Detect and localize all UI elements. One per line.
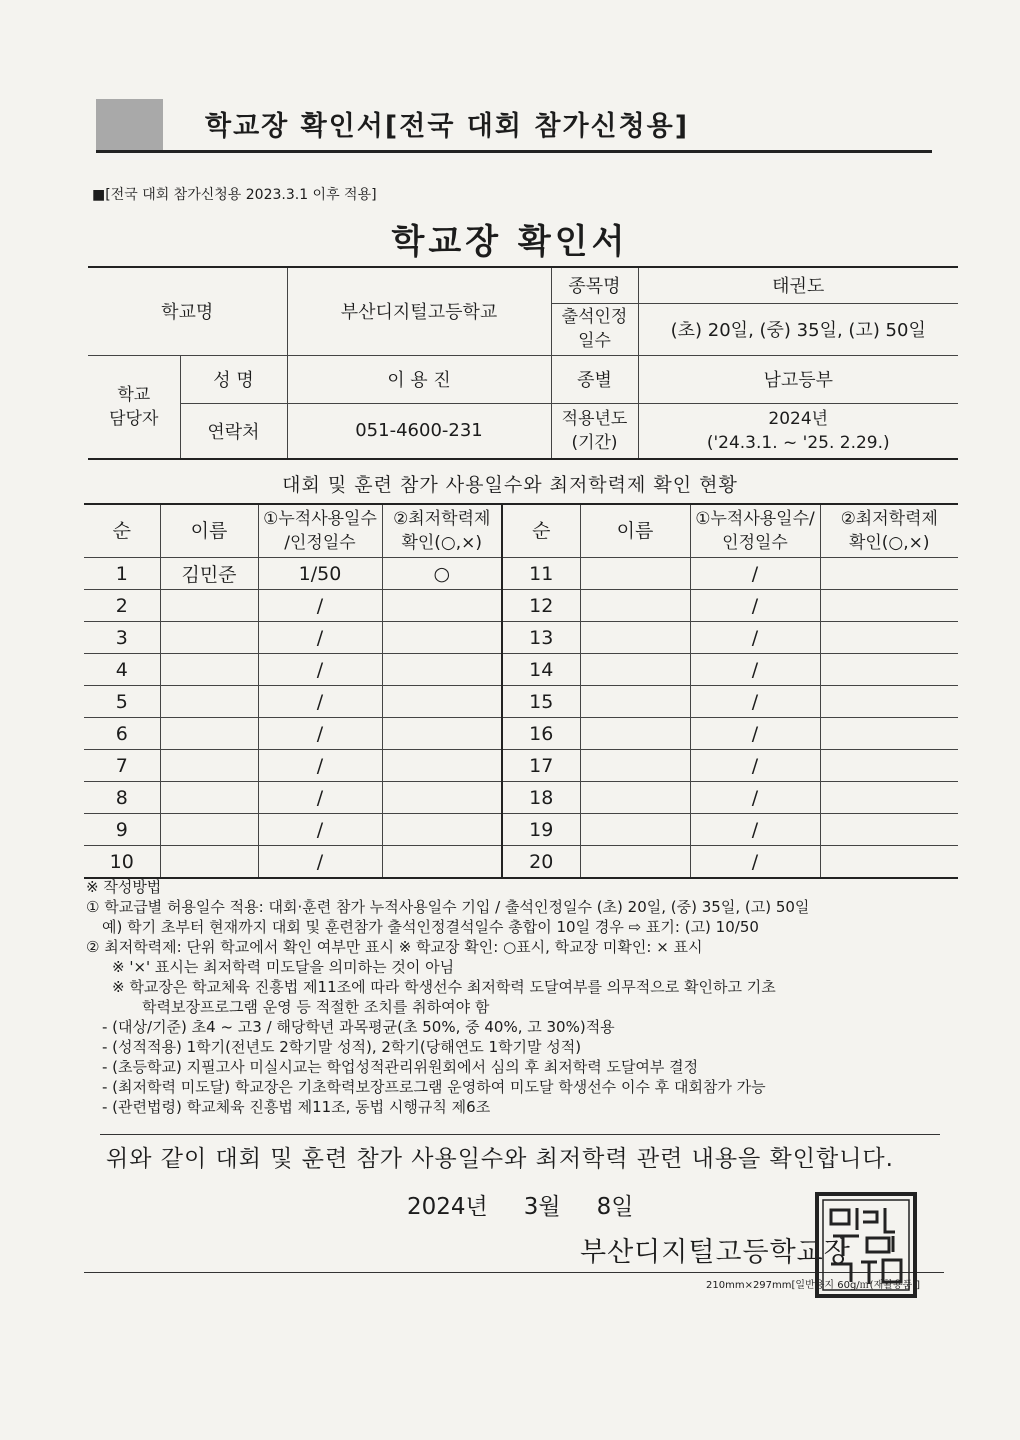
table-row — [84, 782, 958, 814]
name-label: 성 명 — [180, 355, 287, 403]
detail-4: - (최저학력 미도달) 학교장은 기초학력보장프로그램 운영하여 미도달 학생선수 이수 후 대회참가 가능 — [102, 1078, 766, 1096]
header-days-left-line2: /인정일수 — [284, 533, 356, 553]
check-cell-left — [382, 718, 502, 750]
check-cell-left — [382, 654, 502, 686]
days-cell-left: / — [258, 718, 382, 750]
student-name-right — [580, 558, 690, 590]
note-1-example: 예) 학기 초부터 현재까지 대회 및 훈련참가 출석인정결석일수 총합이 10일 경우 ⇨ 표기: (고) 10/50 — [102, 918, 759, 936]
row-number-right: 20 — [502, 846, 580, 879]
header-check-left-line2: 확인(○,×) — [401, 533, 483, 553]
check-cell-left — [382, 782, 502, 814]
student-name-left — [160, 686, 258, 718]
check-cell-left — [382, 590, 502, 622]
row-number-left: 8 — [84, 782, 160, 814]
row-number-right: 18 — [502, 782, 580, 814]
days-cell-left: 1/50 — [258, 558, 382, 590]
days-cell-right: / — [690, 558, 820, 590]
category-value: 남고등부 — [638, 355, 958, 403]
table-row — [84, 718, 958, 750]
row-number-left: 1 — [84, 558, 160, 590]
year-value-line1: 2024년 — [768, 408, 829, 429]
event-value: 태권도 — [638, 267, 958, 303]
student-name-right — [580, 750, 690, 782]
header-check-left — [382, 504, 502, 558]
days-cell-right: / — [690, 782, 820, 814]
confirm-statement: 위와 같이 대회 및 훈련 참가 사용일수와 최저학력 관련 내용을 확인합니다. — [106, 1146, 894, 1172]
days-cell-left: / — [258, 622, 382, 654]
note-1: ① 학교급별 허용일수 적용: 대회·훈련 참가 누적사용일수 기입 / 출석인정일수 (초) 20일, (중) 35일, (고) 50일 — [86, 898, 810, 916]
event-label: 종목명 — [551, 267, 638, 303]
check-cell-left — [382, 814, 502, 846]
days-cell-left: / — [258, 750, 382, 782]
table-row — [84, 814, 958, 846]
header-gray-block — [96, 99, 163, 153]
date-year: 2024년 — [407, 1194, 488, 1220]
days-cell-left: / — [258, 814, 382, 846]
notes-rule — [100, 1134, 940, 1135]
paper-size-note: 210mm×297mm[일반용지 60g/㎡(재활용품)] — [706, 1280, 921, 1291]
check-cell-right — [820, 814, 958, 846]
date-month: 3월 — [523, 1194, 561, 1220]
principal-signature-line: 부산디지털고등학교장 — [580, 1237, 851, 1268]
student-name-right — [580, 590, 690, 622]
contact-value: 051-4600-231 — [287, 403, 551, 459]
days-cell-left: / — [258, 654, 382, 686]
header-days-left-line1: ①누적사용일수 — [263, 509, 377, 529]
row-number-left: 3 — [84, 622, 160, 654]
header-check-right — [820, 504, 958, 558]
row-number-right: 13 — [502, 622, 580, 654]
student-name-left — [160, 622, 258, 654]
scope-note: ■[전국 대회 참가신청용 2023.3.1 이후 적용] — [92, 187, 377, 203]
student-name-right — [580, 686, 690, 718]
status-title: 대회 및 훈련 참가 사용일수와 최저학력제 확인 현황 — [282, 474, 738, 496]
check-cell-right — [820, 846, 958, 879]
info-table — [88, 266, 958, 460]
days-cell-right: / — [690, 846, 820, 879]
detail-3: - (초등학교) 지필고사 미실시교는 학업성적관리위원회에서 심의 후 최저학력 도달여부 결정 — [102, 1058, 699, 1076]
year-label-line2: (기간) — [571, 432, 618, 453]
header-days-right — [690, 504, 820, 558]
row-number-left: 9 — [84, 814, 160, 846]
category-label: 종별 — [551, 355, 638, 403]
row-number-right: 19 — [502, 814, 580, 846]
header-order-right: 순 — [502, 504, 580, 558]
check-cell-right — [820, 750, 958, 782]
manager-label — [88, 355, 180, 459]
header-check-left-line1: ②최저학력제 — [393, 509, 491, 529]
row-number-left: 2 — [84, 590, 160, 622]
table-row — [84, 750, 958, 782]
table-row — [84, 590, 958, 622]
name-value: 이 용 진 — [287, 355, 551, 403]
row-number-right: 12 — [502, 590, 580, 622]
check-cell-left — [382, 622, 502, 654]
check-cell-left — [382, 686, 502, 718]
attendance-value: (초) 20일, (중) 35일, (고) 50일 — [638, 303, 958, 355]
student-name-right — [580, 622, 690, 654]
header-days-left — [258, 504, 382, 558]
table-row — [84, 686, 958, 718]
row-number-left: 6 — [84, 718, 160, 750]
student-name-left — [160, 814, 258, 846]
detail-1: - (대상/기준) 초4 ~ 고3 / 해당학년 과목평균(초 50%, 중 40%, 고 30%)적용 — [102, 1018, 615, 1036]
header-order-left: 순 — [84, 504, 160, 558]
days-cell-right: / — [690, 654, 820, 686]
attendance-label-line1: 출석인정 — [561, 307, 628, 327]
date-day: 8일 — [596, 1194, 634, 1220]
student-name-right — [580, 718, 690, 750]
student-name-right — [580, 846, 690, 879]
student-name-left — [160, 750, 258, 782]
row-number-left: 10 — [84, 846, 160, 879]
days-cell-right: / — [690, 590, 820, 622]
issue-date — [407, 1188, 669, 1221]
days-cell-left: / — [258, 782, 382, 814]
days-cell-right: / — [690, 686, 820, 718]
row-number-left: 4 — [84, 654, 160, 686]
days-cell-left: / — [258, 846, 382, 879]
table-row — [84, 846, 958, 879]
days-cell-left: / — [258, 686, 382, 718]
student-name-left — [160, 718, 258, 750]
check-cell-right — [820, 622, 958, 654]
check-cell-right — [820, 686, 958, 718]
status-table — [84, 503, 958, 879]
school-label: 학교명 — [88, 267, 287, 355]
header-check-right-line1: ②최저학력제 — [840, 509, 938, 529]
check-cell-right — [820, 782, 958, 814]
student-name-left: 김민준 — [160, 558, 258, 590]
check-cell-left — [382, 750, 502, 782]
check-cell-right — [820, 654, 958, 686]
manager-label-line2: 담당자 — [109, 408, 159, 429]
note-2: ② 최저학력제: 단위 학교에서 확인 여부만 표시 ※ 학교장 확인: ○표시, 학교장 미확인: × 표시 — [86, 938, 703, 956]
student-name-left — [160, 846, 258, 879]
row-number-right: 11 — [502, 558, 580, 590]
table-row — [84, 654, 958, 686]
check-cell-right — [820, 558, 958, 590]
note-3: ※ '×' 표시는 최저학력 미도달을 의미하는 것이 아님 — [112, 958, 455, 976]
days-cell-right: / — [690, 622, 820, 654]
manager-label-line1: 학교 — [117, 384, 151, 405]
header-name-right: 이름 — [580, 504, 690, 558]
header-title: 학교장 확인서[전국 대회 참가신청용] — [205, 111, 690, 142]
student-name-right — [580, 782, 690, 814]
check-cell-left — [382, 846, 502, 879]
header-days-right-line1: ①누적사용일수/ — [695, 509, 815, 529]
days-cell-right: / — [690, 750, 820, 782]
school-value: 부산디지털고등학교 — [287, 267, 551, 355]
note-4: ※ 학교장은 학교체육 진흥법 제11조에 따라 학생선수 최저학력 도달여부를 의무적으로 확인하고 기초 — [112, 978, 776, 996]
table-row — [84, 558, 958, 590]
row-number-left: 7 — [84, 750, 160, 782]
days-cell-left: / — [258, 590, 382, 622]
year-value-line2: ('24.3.1. ~ '25. 2.29.) — [706, 432, 890, 453]
detail-5: - (관련법령) 학교체육 진흥법 제11조, 동법 시행규칙 제6조 — [102, 1098, 491, 1116]
header-days-right-line2: 인정일수 — [722, 533, 788, 553]
check-cell-right — [820, 590, 958, 622]
year-value — [638, 403, 958, 459]
check-cell-left: ○ — [382, 558, 502, 590]
student-name-left — [160, 782, 258, 814]
row-number-left: 5 — [84, 686, 160, 718]
days-cell-right: / — [690, 718, 820, 750]
days-cell-right: / — [690, 814, 820, 846]
year-label-line1: 적용년도 — [561, 408, 628, 429]
header-name-left: 이름 — [160, 504, 258, 558]
detail-2: - (성적적용) 1학기(전년도 2학기말 성적), 2학기(당해연도 1학기말 성적) — [102, 1038, 582, 1056]
check-cell-right — [820, 718, 958, 750]
notes-heading: ※ 작성방법 — [86, 878, 162, 896]
student-name-right — [580, 814, 690, 846]
row-number-right: 16 — [502, 718, 580, 750]
row-number-right: 17 — [502, 750, 580, 782]
main-title: 학교장 확인서 — [391, 222, 629, 262]
attendance-label — [551, 303, 638, 355]
row-number-right: 14 — [502, 654, 580, 686]
header-check-right-line2: 확인(○,×) — [848, 533, 930, 553]
student-name-left — [160, 654, 258, 686]
note-4-cont: 학력보장프로그램 운영 등 적절한 조치를 취하여야 함 — [142, 998, 490, 1016]
student-name-right — [580, 654, 690, 686]
school-seal-stamp — [813, 1190, 919, 1300]
table-row — [84, 622, 958, 654]
contact-label: 연락처 — [180, 403, 287, 459]
student-name-left — [160, 590, 258, 622]
header-rule — [96, 150, 932, 153]
year-label — [551, 403, 638, 459]
writing-notes — [86, 877, 966, 1117]
attendance-label-line2: 일수 — [578, 331, 611, 351]
row-number-right: 15 — [502, 686, 580, 718]
